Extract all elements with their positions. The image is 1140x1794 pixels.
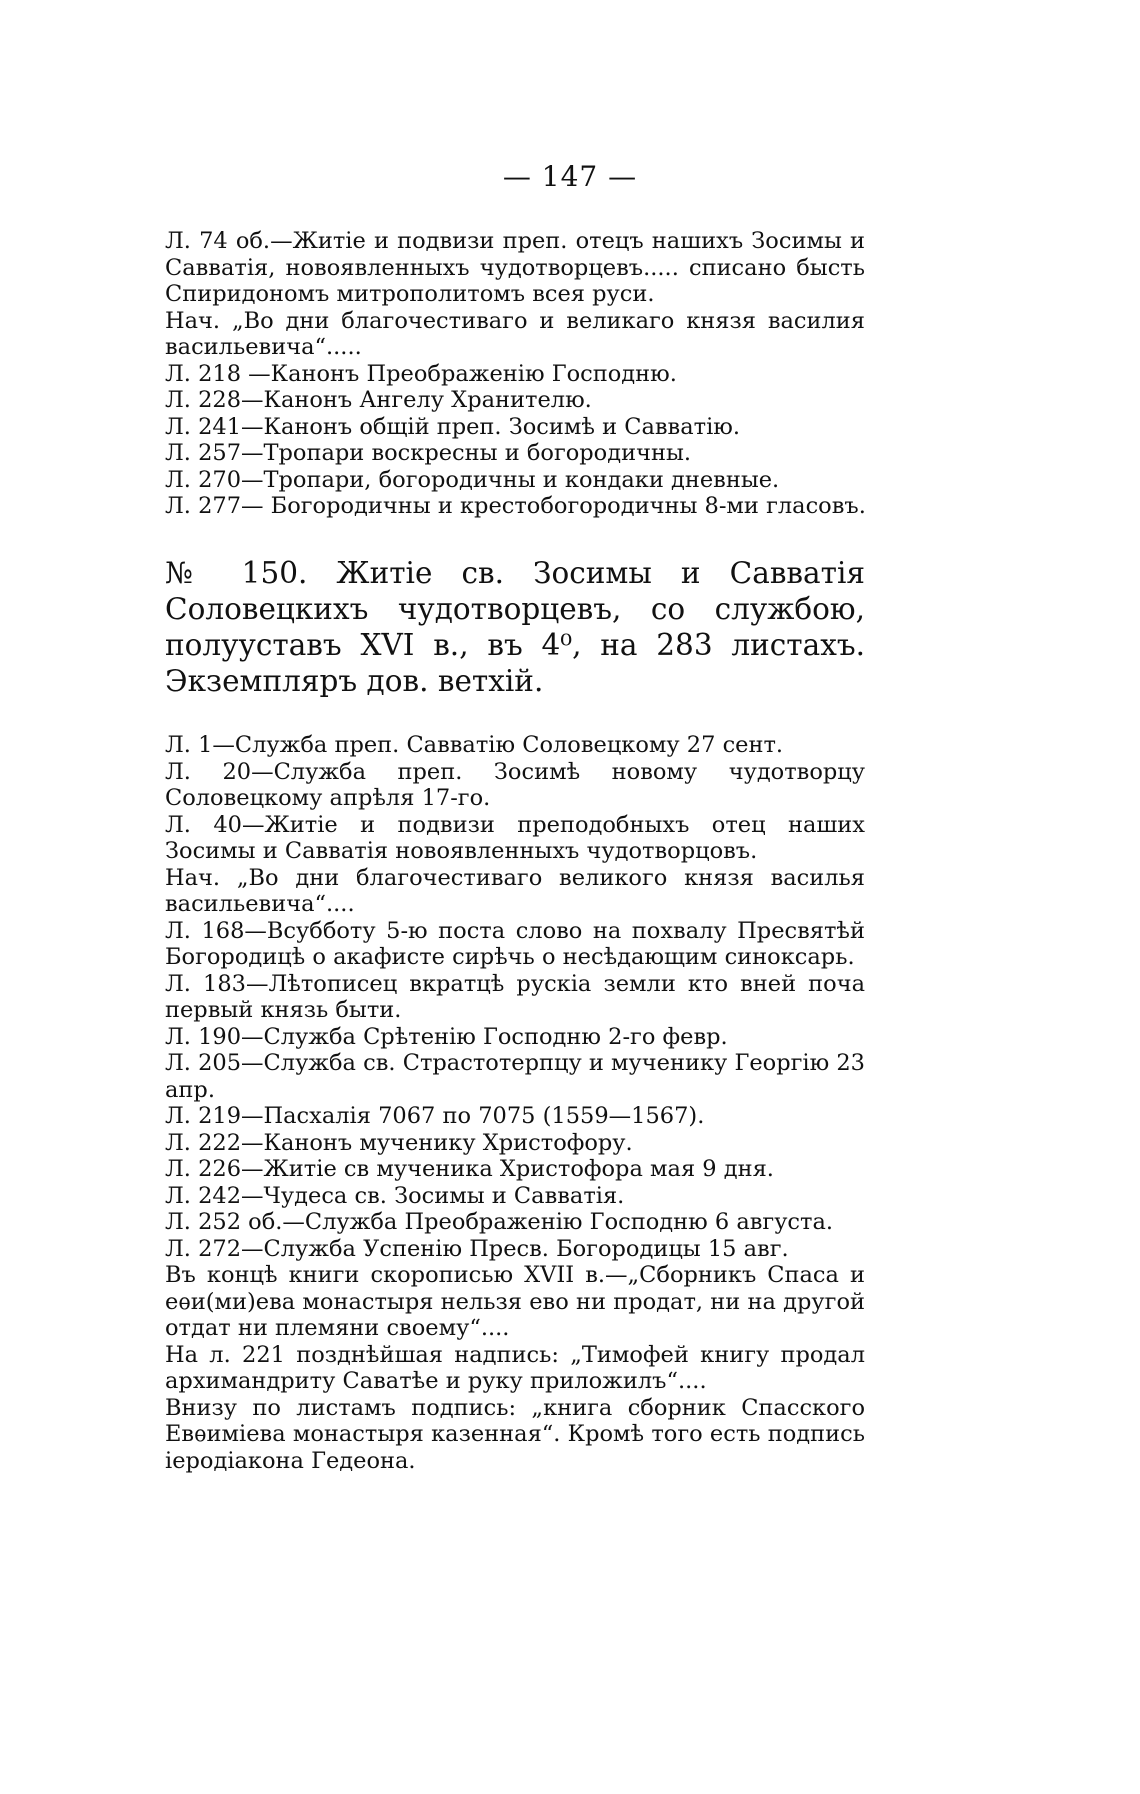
entry-heading: № 150. Житіе св. Зосимы и Савватія Соловецкихъ чудотворцевъ, со службою, полууставъ XVI в., въ 4⁰, на 283 листахъ. Экземпляръ дов. ветхій.: [165, 556, 865, 698]
second-block-paragraph: Нач. „Во дни благочестиваго великого князя василья васильевича“....: [165, 864, 865, 917]
first-block-line: Л. 270—Тропари, богородичны и кондаки дневные.: [165, 466, 780, 493]
first-block-line: Л. 241—Канонъ общій преп. Зосимѣ и Савватію.: [165, 413, 741, 440]
second-block-paragraph: Въ концѣ книги скорописью XVII в.—„Сборникъ Спаса и еѳи(ми)ева монастыря нельзя ево ни продат, ни на другой отдат ни племяни своему“....: [165, 1262, 865, 1341]
first-block-line: Л. 277— Богородичны и крестобогородичны 8-ми гласовъ.: [165, 493, 866, 519]
second-block-paragraph: Л. 168—Всубботу 5-ю поста слово на похвалу Пресвятѣй Богородицѣ о акафисте сирѣчь о несѣдающим синоксарь.: [165, 917, 865, 970]
second-block-paragraph: Л. 272—Служба Успенію Пресв. Богородицы 15 авг.: [165, 1235, 789, 1262]
second-block-paragraph: Л. 183—Лѣтописец вкратцѣ рускіа земли кто вней поча первый князь быти.: [165, 970, 865, 1023]
second-block: [165, 732, 865, 1474]
second-block-paragraph: На л. 221 позднѣйшая надпись: „Тимофей книгу продал архимандриту Саватѣе и руку приложилъ“....: [165, 1341, 865, 1394]
second-block-paragraph: Л. 222—Канонъ мученику Христофору.: [165, 1129, 633, 1156]
second-block-paragraph: Л. 219—Пасхалія 7067 по 7075 (1559—1567).: [165, 1103, 705, 1129]
second-block-paragraph: Л. 226—Житіе св мученика Христофора мая 9 дня.: [165, 1156, 774, 1182]
first-block-paragraph: Нач. „Во дни благочестиваго и великаго князя василия васильевича“.....: [165, 307, 865, 360]
second-block-paragraph: Л. 242—Чудеса св. Зосимы и Савватія.: [165, 1182, 625, 1209]
second-block-paragraph: Л. 205—Служба св. Страстотерпцу и мученику Георгію 23 апр.: [165, 1050, 865, 1103]
first-block-line: Л. 228—Канонъ Ангелу Хранителю.: [165, 387, 592, 413]
second-block-paragraph: Л. 252 об.—Служба Преображенію Господню 6 августа.: [165, 1209, 834, 1235]
page-number: — 147 —: [502, 160, 638, 193]
second-block-paragraph: Л. 40—Житіе и подвизи преподобныхъ отец наших Зосимы и Савватія новоявленныхъ чудотворцовъ.: [165, 811, 865, 864]
second-block-paragraph: Л. 20—Служба преп. Зосимѣ новому чудотворцу Соловецкому апрѣля 17-го.: [165, 758, 865, 811]
first-block-paragraph: Л. 74 об.—Житіе и подвизи преп. отецъ нашихъ Зосимы и Савватія, новоявленныхъ чудотворцевъ..... списано бысть Спиридономъ митрополитомъ всея руси.: [165, 228, 865, 307]
second-block-paragraph: Внизу по листамъ подпись: „книга сборник Спасского Евѳиміева монастыря казенная“. Кромѣ того есть подпись іеродіакона Гедеона.: [165, 1394, 865, 1474]
first-block-line: Л. 218 —Канонъ Преображенію Господню.: [165, 360, 677, 387]
second-block-paragraph: Л. 1—Служба преп. Савватію Соловецкому 27 сент.: [165, 732, 784, 758]
first-block-line: Л. 257—Тропари воскресны и богородичны.: [165, 440, 692, 466]
first-block: [165, 228, 865, 520]
entry-heading-block: [165, 555, 865, 699]
second-block-paragraph: Л. 190—Служба Срѣтенію Господню 2-го февр.: [165, 1023, 728, 1050]
